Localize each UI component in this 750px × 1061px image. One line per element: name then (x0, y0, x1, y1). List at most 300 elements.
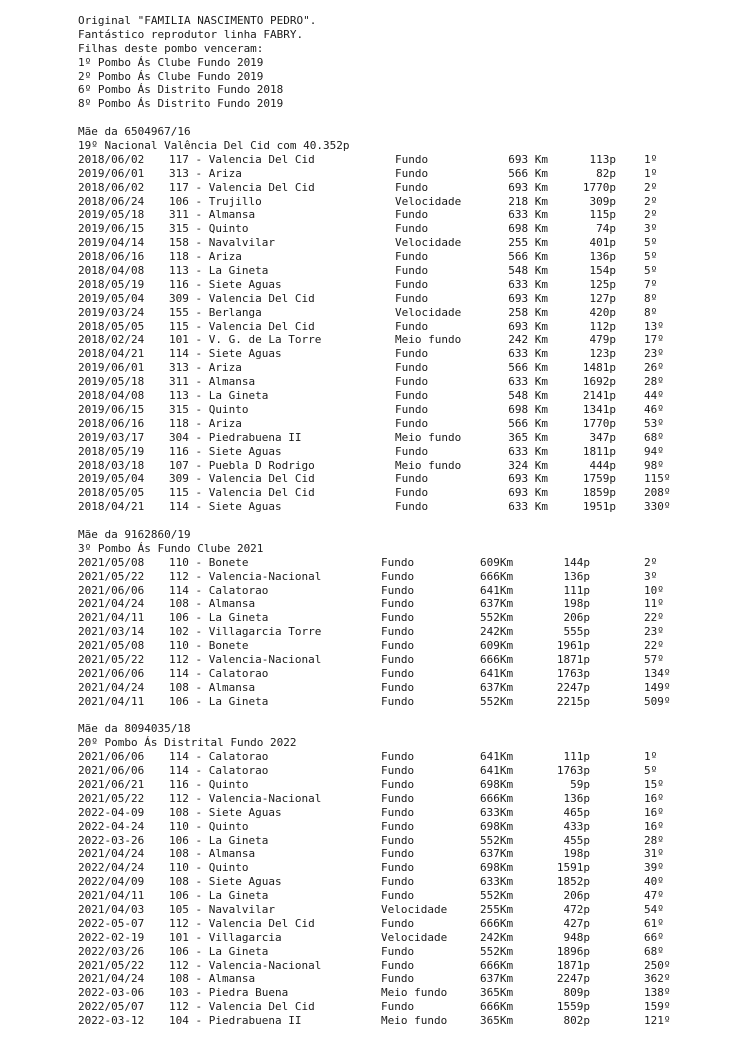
result-race: 108 - Siete Aguas (169, 805, 282, 819)
result-row (78, 375, 730, 389)
result-pts: 2141p (582, 389, 616, 403)
result-pos: 5º (644, 236, 658, 250)
result-race: 311 - Almansa (169, 208, 256, 222)
result-dist: 666Km (480, 791, 514, 805)
result-row (78, 445, 730, 459)
section-spacer (78, 709, 730, 723)
result-date: 2021/03/14 (78, 625, 145, 639)
result-pos: 39º (644, 861, 664, 875)
result-pts: 111p (563, 750, 590, 764)
result-pts: 1871p (556, 652, 590, 666)
result-date: 2021/06/06 (78, 750, 145, 764)
result-row (78, 236, 730, 250)
result-pts: 136p (589, 250, 616, 264)
result-type: Fundo (395, 375, 429, 389)
result-date: 2022-03-12 (78, 1014, 145, 1028)
result-dist: 698Km (480, 777, 514, 791)
result-dist: 633 Km (508, 208, 548, 222)
result-race: 114 - Siete Aguas (169, 500, 282, 514)
result-pos: 5º (644, 250, 658, 264)
result-pts: 2247p (556, 972, 590, 986)
result-row (78, 820, 730, 834)
result-pos: 54º (644, 903, 664, 916)
result-type: Fundo (381, 569, 415, 583)
result-row (78, 847, 730, 861)
result-pos: 44º (644, 389, 664, 403)
result-date: 2019/06/15 (78, 222, 145, 236)
result-race: 104 - Piedrabuena II (169, 1014, 302, 1028)
result-type: Fundo (381, 791, 415, 805)
result-race: 114 - Siete Aguas (169, 347, 282, 361)
result-pts: 136p (563, 569, 590, 583)
result-row (78, 1000, 730, 1014)
result-pos: 8º (644, 291, 658, 305)
intro-line: 6º Pombo Ás Distrito Fundo 2018 (78, 83, 284, 97)
result-row (78, 986, 730, 1000)
result-pos: 10º (644, 583, 664, 597)
result-pos: 28º (644, 375, 664, 389)
result-type: Fundo (395, 347, 429, 361)
result-row (78, 695, 730, 709)
result-date: 2021/04/24 (78, 597, 145, 611)
result-race: 112 - Valencia Del Cid (169, 916, 315, 930)
result-race: 311 - Almansa (169, 375, 256, 389)
intro-line: 8º Pombo Ás Distrito Fundo 2019 (78, 97, 284, 111)
result-race: 110 - Quinto (169, 861, 249, 875)
result-type: Fundo (395, 250, 429, 264)
result-date: 2021/04/24 (78, 972, 145, 986)
result-dist: 258 Km (508, 305, 548, 319)
document-page (78, 14, 730, 1028)
result-pos: 23º (644, 347, 664, 361)
result-race: 115 - Valencia Del Cid (169, 486, 315, 500)
result-race: 106 - La Gineta (169, 611, 269, 625)
result-pts: 198p (563, 847, 590, 861)
result-row (78, 750, 730, 764)
result-type: Velocidade (395, 236, 462, 250)
result-date: 2021/05/22 (78, 958, 145, 972)
result-type: Fundo (381, 875, 415, 889)
result-row (78, 917, 730, 931)
result-dist: 693 Km (508, 291, 548, 305)
result-race: 108 - Almansa (169, 680, 256, 694)
result-race: 113 - La Gineta (169, 264, 269, 278)
result-date: 2019/05/18 (78, 208, 145, 222)
result-dist: 609Km (480, 555, 514, 569)
result-dist: 637Km (480, 680, 514, 694)
result-dist: 566 Km (508, 250, 548, 264)
result-date: 2019/06/01 (78, 166, 145, 180)
result-dist: 633 Km (508, 375, 548, 389)
result-row (78, 625, 730, 639)
section-title: Mãe da 6504967/16 (78, 125, 191, 139)
result-date: 2021/04/11 (78, 889, 145, 903)
result-row (78, 556, 730, 570)
result-pts: 154p (589, 264, 616, 278)
result-race: 108 - Almansa (169, 847, 256, 861)
result-pts: 1559p (556, 1000, 590, 1014)
result-pos: 22º (644, 611, 664, 625)
result-dist: 566 Km (508, 361, 548, 375)
result-type: Fundo (395, 277, 429, 291)
result-date: 2021/04/24 (78, 847, 145, 861)
result-dist: 641Km (480, 764, 514, 778)
intro-line: Filhas deste pombo venceram: (78, 41, 264, 55)
result-type: Velocidade (381, 930, 448, 944)
result-row (78, 167, 730, 181)
result-dist: 666Km (480, 569, 514, 583)
result-dist: 365Km (480, 1014, 514, 1028)
result-row (78, 959, 730, 973)
result-pts: 1811p (582, 444, 616, 458)
intro-line: Original "FAMILIA NASCIMENTO PEDRO". (78, 14, 317, 27)
result-dist: 255Km (480, 903, 514, 916)
result-dist: 242Km (480, 930, 514, 944)
result-race: 112 - Valencia Del Cid (169, 1000, 315, 1014)
result-date: 2018/05/05 (78, 319, 145, 333)
result-pos: 16º (644, 819, 664, 833)
result-pos: 1º (644, 166, 658, 180)
result-pts: 444p (589, 458, 616, 472)
result-type: Fundo (381, 680, 415, 694)
result-pts: 1591p (556, 861, 590, 875)
intro-line: Fantástico reprodutor linha FABRY. (78, 27, 304, 41)
result-date: 2018/04/08 (78, 264, 145, 278)
result-type: Meio fundo (395, 458, 462, 472)
result-pts: 1763p (556, 666, 590, 680)
result-dist: 693 Km (508, 152, 548, 166)
result-pts: 433p (563, 819, 590, 833)
result-date: 2019/03/24 (78, 305, 145, 319)
result-pos: 53º (644, 416, 664, 430)
result-pos: 94º (644, 444, 664, 458)
result-race: 106 - La Gineta (169, 833, 269, 847)
result-type: Fundo (381, 583, 415, 597)
result-row (78, 278, 730, 292)
result-dist: 548 Km (508, 389, 548, 403)
result-pts: 59p (570, 777, 590, 791)
result-pos: 16º (644, 791, 664, 805)
result-pos: 2º (644, 208, 658, 222)
result-pts: 472p (563, 903, 590, 916)
result-race: 101 - Villagarcia (169, 930, 282, 944)
result-date: 2021/05/22 (78, 791, 145, 805)
result-race: 117 - Valencia Del Cid (169, 152, 315, 166)
result-type: Fundo (395, 402, 429, 416)
result-race: 116 - Quinto (169, 777, 249, 791)
result-pos: 28º (644, 833, 664, 847)
result-pts: 2215p (556, 694, 590, 708)
section-subtitle: 3º Pombo Ás Fundo Clube 2021 (78, 541, 264, 555)
result-pts: 1481p (582, 361, 616, 375)
result-type: Fundo (395, 389, 429, 403)
result-row (78, 486, 730, 500)
result-dist: 666Km (480, 916, 514, 930)
result-date: 2018/06/02 (78, 180, 145, 194)
result-race: 158 - Navalvilar (169, 236, 275, 250)
result-pos: 40º (644, 875, 664, 889)
intro-block (78, 14, 730, 111)
result-dist: 633 Km (508, 500, 548, 514)
result-pos: 46º (644, 402, 664, 416)
result-date: 2021/04/11 (78, 694, 145, 708)
result-dist: 255 Km (508, 236, 548, 250)
result-pos: 5º (644, 764, 658, 778)
result-pts: 465p (563, 805, 590, 819)
result-date: 2018/05/19 (78, 277, 145, 291)
result-type: Fundo (395, 444, 429, 458)
results-section (78, 111, 730, 514)
result-date: 2021/06/06 (78, 666, 145, 680)
result-row (78, 306, 730, 320)
result-row (78, 806, 730, 820)
result-row (78, 292, 730, 306)
result-row (78, 611, 730, 625)
result-date: 2021/05/08 (78, 555, 145, 569)
result-race: 309 - Valencia Del Cid (169, 472, 315, 486)
result-type: Fundo (381, 958, 415, 972)
result-pts: 127p (589, 291, 616, 305)
result-dist: 637Km (480, 972, 514, 986)
result-pos: 57º (644, 652, 664, 666)
result-pos: 66º (644, 930, 664, 944)
result-date: 2022-04-24 (78, 819, 145, 833)
result-pos: 134º (644, 666, 671, 680)
result-date: 2021/06/06 (78, 764, 145, 778)
result-race: 117 - Valencia Del Cid (169, 180, 315, 194)
result-race: 110 - Bonete (169, 639, 249, 653)
result-pos: 330º (644, 500, 671, 514)
result-race: 110 - Bonete (169, 555, 249, 569)
result-pos: 61º (644, 916, 664, 930)
result-dist: 637Km (480, 847, 514, 861)
result-pts: 347p (589, 430, 616, 444)
result-pts: 198p (563, 597, 590, 611)
result-type: Meio fundo (395, 430, 462, 444)
result-type: Fundo (381, 819, 415, 833)
result-dist: 693 Km (508, 472, 548, 486)
result-type: Fundo (381, 861, 415, 875)
result-pts: 1896p (556, 944, 590, 958)
result-pos: 1º (644, 750, 658, 764)
result-race: 106 - La Gineta (169, 889, 269, 903)
result-type: Fundo (395, 319, 429, 333)
section-subtitle: 20º Pombo Ás Distrital Fundo 2022 (78, 736, 297, 750)
result-dist: 666Km (480, 652, 514, 666)
result-row (78, 584, 730, 598)
result-date: 2019/03/17 (78, 430, 145, 444)
result-date: 2018/06/16 (78, 416, 145, 430)
result-race: 155 - Berlanga (169, 305, 262, 319)
result-type: Fundo (381, 944, 415, 958)
result-date: 2021/05/22 (78, 652, 145, 666)
result-race: 114 - Calatorao (169, 750, 269, 764)
result-type: Fundo (381, 639, 415, 653)
result-row (78, 320, 730, 334)
result-dist: 633 Km (508, 347, 548, 361)
result-row (78, 347, 730, 361)
result-pts: 123p (589, 347, 616, 361)
result-type: Velocidade (395, 305, 462, 319)
result-pos: 68º (644, 944, 664, 958)
result-type: Fundo (381, 833, 415, 847)
result-race: 108 - Almansa (169, 972, 256, 986)
result-date: 2022-03-26 (78, 833, 145, 847)
result-race: 315 - Quinto (169, 222, 249, 236)
section-subtitle: 19º Nacional Valência Del Cid com 40.352p (78, 139, 350, 153)
result-pos: 5º (644, 264, 658, 278)
result-pos: 159º (644, 1000, 671, 1014)
result-pos: 115º (644, 472, 671, 486)
result-dist: 242 Km (508, 333, 548, 347)
result-pos: 31º (644, 847, 664, 861)
result-type: Fundo (395, 291, 429, 305)
result-row (78, 653, 730, 667)
result-type: Fundo (395, 416, 429, 430)
result-pts: 948p (563, 930, 590, 944)
result-row (78, 570, 730, 584)
result-type: Fundo (381, 847, 415, 861)
result-date: 2019/06/01 (78, 361, 145, 375)
result-pos: 47º (644, 889, 664, 903)
result-dist: 637Km (480, 597, 514, 611)
result-pts: 1763p (556, 764, 590, 778)
result-row (78, 778, 730, 792)
result-type: Fundo (381, 916, 415, 930)
result-pts: 1759p (582, 472, 616, 486)
result-pts: 82p (596, 166, 616, 180)
result-row (78, 403, 730, 417)
result-date: 2022/04/24 (78, 861, 145, 875)
result-dist: 641Km (480, 666, 514, 680)
result-race: 116 - Siete Aguas (169, 277, 282, 291)
result-date: 2022-03-06 (78, 986, 145, 1000)
result-date: 2022-02-19 (78, 930, 145, 944)
result-race: 108 - Siete Aguas (169, 875, 282, 889)
result-date: 2018/02/24 (78, 333, 145, 347)
result-race: 118 - Ariza (169, 416, 242, 430)
result-race: 114 - Calatorao (169, 764, 269, 778)
result-type: Meio fundo (395, 333, 462, 347)
result-dist: 365Km (480, 986, 514, 1000)
result-dist: 633Km (480, 805, 514, 819)
result-date: 2022/04/09 (78, 875, 145, 889)
result-pts: 144p (563, 555, 590, 569)
results-section (78, 514, 730, 708)
result-row (78, 667, 730, 681)
result-pos: 509º (644, 694, 671, 708)
result-row (78, 181, 730, 195)
result-dist: 693 Km (508, 180, 548, 194)
result-pts: 2247p (556, 680, 590, 694)
result-dist: 698 Km (508, 402, 548, 416)
result-date: 2018/06/02 (78, 152, 145, 166)
result-dist: 666Km (480, 1000, 514, 1014)
result-type: Fundo (381, 777, 415, 791)
result-type: Fundo (395, 208, 429, 222)
result-type: Velocidade (381, 903, 448, 916)
result-race: 112 - Valencia-Nacional (169, 569, 322, 583)
result-race: 313 - Ariza (169, 166, 242, 180)
result-dist: 566 Km (508, 166, 548, 180)
result-row (78, 222, 730, 236)
result-pos: 13º (644, 319, 664, 333)
result-pts: 1951p (582, 500, 616, 514)
result-dist: 609Km (480, 639, 514, 653)
result-pts: 555p (563, 625, 590, 639)
result-type: Fundo (395, 166, 429, 180)
result-type: Fundo (381, 764, 415, 778)
result-row (78, 153, 730, 167)
result-race: 106 - La Gineta (169, 944, 269, 958)
result-pts: 420p (589, 305, 616, 319)
result-race: 112 - Valencia-Nacional (169, 652, 322, 666)
result-dist: 552Km (480, 889, 514, 903)
result-row (78, 264, 730, 278)
results-sections (78, 111, 730, 1028)
result-row (78, 250, 730, 264)
result-pts: 112p (589, 319, 616, 333)
result-dist: 633 Km (508, 444, 548, 458)
result-race: 106 - La Gineta (169, 694, 269, 708)
result-date: 2018/03/18 (78, 458, 145, 472)
result-pts: 1859p (582, 486, 616, 500)
result-pts: 427p (563, 916, 590, 930)
result-pts: 113p (589, 152, 616, 166)
result-row (78, 417, 730, 431)
result-dist: 693 Km (508, 486, 548, 500)
result-row (78, 764, 730, 778)
result-dist: 641Km (480, 583, 514, 597)
result-type: Fundo (381, 972, 415, 986)
result-race: 101 - V. G. de La Torre (169, 333, 322, 347)
result-row (78, 1014, 730, 1028)
result-dist: 552Km (480, 694, 514, 708)
result-dist: 218 Km (508, 194, 548, 208)
result-date: 2021/04/03 (78, 903, 145, 916)
result-dist: 641Km (480, 750, 514, 764)
result-type: Fundo (381, 750, 415, 764)
result-row (78, 792, 730, 806)
result-date: 2018/04/08 (78, 389, 145, 403)
result-pts: 111p (563, 583, 590, 597)
result-row (78, 472, 730, 486)
result-row (78, 597, 730, 611)
result-date: 2022/03/26 (78, 944, 145, 958)
result-dist: 698Km (480, 861, 514, 875)
result-type: Fundo (395, 361, 429, 375)
result-date: 2019/05/04 (78, 291, 145, 305)
result-race: 110 - Quinto (169, 819, 249, 833)
result-type: Fundo (381, 889, 415, 903)
result-pts: 136p (563, 791, 590, 805)
result-race: 106 - Trujillo (169, 194, 262, 208)
result-date: 2018/05/05 (78, 486, 145, 500)
result-pts: 115p (589, 208, 616, 222)
result-date: 2021/04/24 (78, 680, 145, 694)
section-title: Mãe da 8094035/18 (78, 722, 191, 736)
result-row (78, 861, 730, 875)
result-pts: 206p (563, 889, 590, 903)
result-row (78, 208, 730, 222)
result-type: Fundo (381, 805, 415, 819)
result-type: Fundo (381, 625, 415, 639)
result-race: 309 - Valencia Del Cid (169, 291, 315, 305)
result-pos: 98º (644, 458, 664, 472)
result-pos: 250º (644, 958, 671, 972)
result-race: 118 - Ariza (169, 250, 242, 264)
result-pts: 1770p (582, 180, 616, 194)
